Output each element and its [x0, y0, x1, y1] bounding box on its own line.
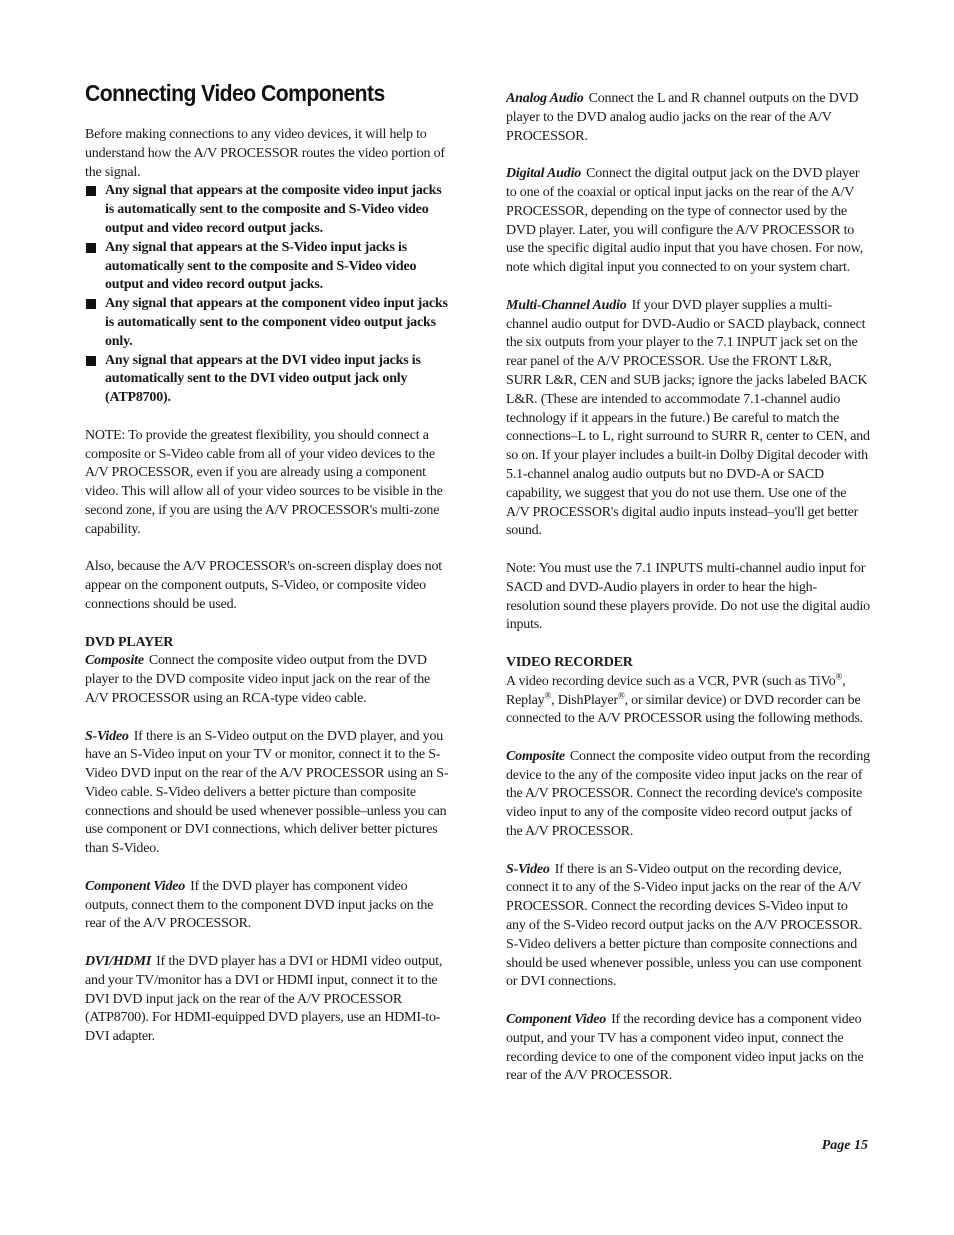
- recorder-svideo-paragraph: S-Video If there is an S-Video output on the recording device, connect it to any of the S-Video input jacks on the rear of the A/V PROCESSOR. Connect the recording devices S-Video input to any of the S-Video record output jacks on the A/V PROCESSOR. S-Video delivers a better picture than composite connections and should be used whenever possible, unless you can use component or DVI connections.: [506, 861, 862, 990]
- bullet-item: Any signal that appears at the composite video input jacks is automatically sent to the composite and S-Video video output and video record output jacks.: [85, 182, 449, 238]
- dvd-player-heading: DVD PLAYER: [85, 634, 174, 650]
- run-in-heading: Multi-Channel Audio: [506, 297, 627, 313]
- dvd-multichannel-paragraph: Multi-Channel Audio If your DVD player supplies a multi-channel audio output for DVD-Audio or SACD playback, connect the six outputs from your player to the 7.1 INPUT jack set on the rear panel of the A/V PROCESSOR. Use the FRONT L&R, SURR L&R, CEN and SUB jacks; ignore the jacks labeled BACK L&R. (These are intended to accommodate 7.1-channel audio technology if it appears in the future.) Be careful to match the connections–L to L, right surround to SURR R, center to CEN, and so on. If your player includes a built-in Dolby Digital decoder with 5.1-channel analog audio outputs but no DVD-A or SACD capability, we suggest that you do not use them. Use one of the A/V PROCESSOR's digital audio inputs instead–you'll get better sound.: [506, 297, 870, 539]
- square-bullet-icon: [86, 186, 96, 196]
- page-title: Connecting Video Components: [85, 80, 385, 106]
- square-bullet-icon: [86, 356, 96, 366]
- right-column: [506, 90, 870, 1086]
- run-in-heading: Component Video: [506, 1012, 607, 1028]
- dvd-svideo-paragraph: S-Video If there is an S-Video output on the DVD player, and you have an S-Video input on your TV or monitor, connect it to the S-Video DVD input on the rear of the A/V PROCESSOR using an S-Video cable. S-Video delivers a better picture than composite connections and should be used whenever possible–unless you can use component or DVI connections, which deliver better pictures than S-Video.: [85, 728, 449, 857]
- square-bullet-icon: [86, 243, 96, 253]
- left-column: [85, 126, 449, 1047]
- dvd-digital-audio-paragraph: Digital Audio Connect the digital output jack on the DVD player to one of the coaxial or optical input jacks on the rear of the A/V PROCESSOR, depending on the type of connector used by the DVD player. Later, you will configure the A/V PROCESSOR to use the specific digital audio input that you have chosen. For now, note which digital input you connected to on your system chart.: [506, 166, 863, 276]
- multichannel-note: Note: You must use the 7.1 INPUTS multi-channel audio input for SACD and DVD-Audio players in order to hear the high-resolution sound these players provide. Do not use the digital audio inputs.: [506, 560, 870, 633]
- bullet-item: Any signal that appears at the component video input jacks is automatically sent to the component video output jacks only.: [85, 295, 449, 351]
- flexibility-note: NOTE: To provide the greatest flexibility, you should connect a composite or S-Video cable from all of your video devices to the A/V PROCESSOR, even if you are already using a component video. This will allow all of your video sources to be visible in the second zone, if you are using the A/V PROCESSOR's multi-zone capability.: [85, 427, 443, 537]
- run-in-heading: Digital Audio: [506, 166, 582, 182]
- registered-mark: ®: [544, 689, 552, 700]
- dvd-dvi-paragraph: DVI/HDMI If the DVD player has a DVI or HDMI video output, and your TV/monitor has a DVI or HDMI input, connect it to the DVI DVD input jack on the rear of the A/V PROCESSOR (ATP8700). For HDMI-equipped DVD players, use an HDMI-to-DVI adapter.: [85, 954, 443, 1045]
- recorder-intro-paragraph: A video recording device such as a VCR, PVR (such as TiVo®, Replay®, DishPlayer®, or similar device) or DVD recorder can be connected to the A/V PROCESSOR using the following methods.: [506, 671, 863, 727]
- osd-note: Also, because the A/V PROCESSOR's on-screen display does not appear on the component outputs, S-Video, or composite video connections should be used.: [85, 559, 442, 612]
- square-bullet-icon: [86, 299, 96, 309]
- dvd-component-paragraph: Component Video If the DVD player has component video outputs, connect them to the component DVD input jacks on the rear of the A/V PROCESSOR.: [85, 878, 434, 932]
- run-in-heading: Composite: [85, 653, 144, 669]
- run-in-heading: DVI/HDMI: [85, 954, 152, 970]
- recorder-composite-paragraph: Composite Connect the composite video output from the recording device to the any of the composite video input jacks on the rear of the A/V PROCESSOR. Connect the recording device's composite video input to any of the composite video record output jacks of the A/V PROCESSOR.: [506, 748, 870, 840]
- dvd-composite-paragraph: Composite Connect the composite video output from the DVD player to the DVD composite video input jack on the rear of the A/V PROCESSOR using an RCA-type video cable.: [85, 653, 431, 706]
- intro-paragraph: Before making connections to any video devices, it will help to understand how the A/V PROCESSOR routes the video portion of the signal.: [85, 127, 445, 180]
- run-in-heading: Component Video: [85, 878, 186, 894]
- run-in-heading: Analog Audio: [506, 91, 584, 106]
- run-in-heading: Composite: [506, 748, 565, 764]
- dvd-analog-audio-paragraph: Analog Audio Connect the L and R channel outputs on the DVD player to the DVD analog audio jacks on the rear of the A/V PROCESSOR.: [506, 91, 859, 144]
- bullet-item: Any signal that appears at the DVI video input jacks is automatically sent to the DVI video output jack only (ATP8700).: [85, 352, 449, 408]
- page-number: Page 15: [821, 1138, 868, 1153]
- registered-mark: ®: [617, 689, 625, 700]
- routing-bullet-list: [85, 182, 449, 408]
- bullet-item: Any signal that appears at the S-Video input jacks is automatically sent to the composite and S-Video video output and video record output jacks.: [85, 239, 449, 295]
- run-in-heading: S-Video: [506, 861, 550, 877]
- registered-mark: ®: [835, 671, 843, 682]
- recorder-component-paragraph: Component Video If the recording device has a component video output, and your TV has a component video input, connect the recording device to one of the component video input jacks on the rear of the A/V PROCESSOR.: [506, 1012, 864, 1084]
- run-in-heading: S-Video: [85, 728, 129, 744]
- video-recorder-heading: VIDEO RECORDER: [506, 654, 633, 670]
